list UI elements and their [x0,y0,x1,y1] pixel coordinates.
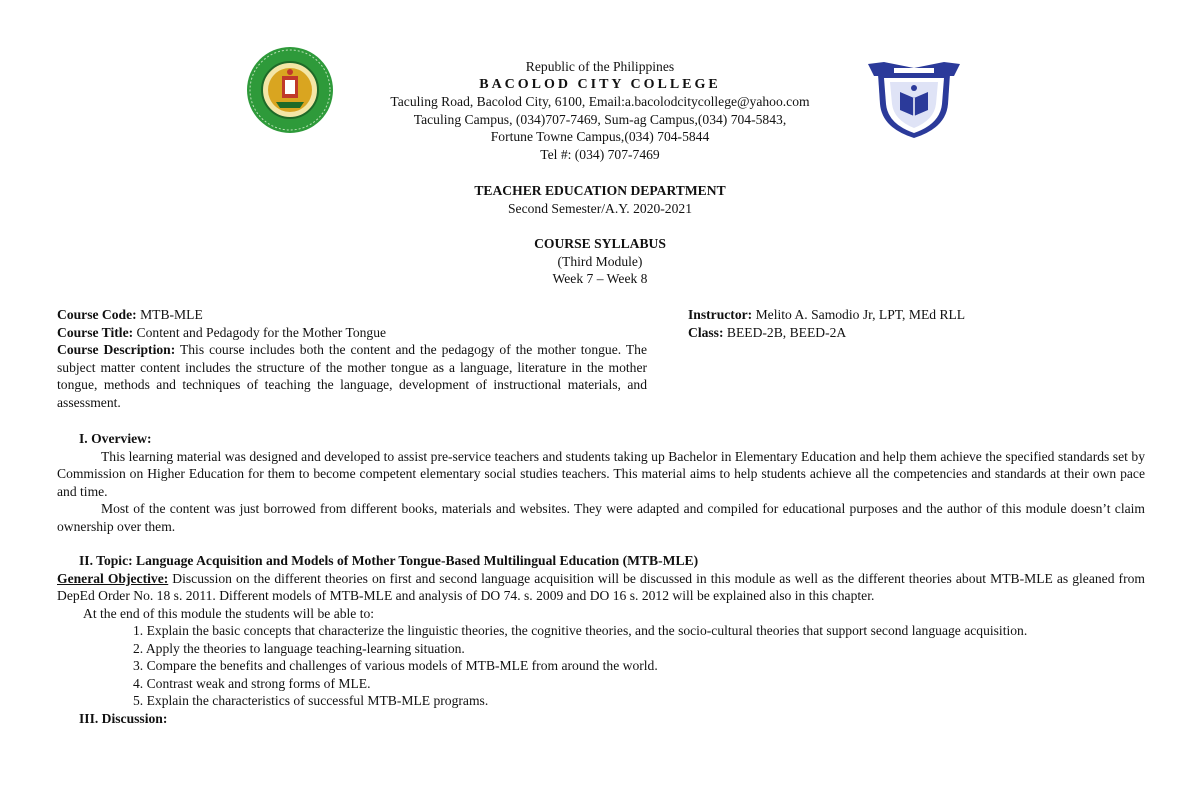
instructor-value: Melito A. Samodio Jr, LPT, MEd RLL [752,307,966,322]
instructor-info [688,306,1148,341]
overview-section [57,430,1145,535]
course-code-value: MTB-MLE [136,307,203,322]
telephone-line: Tel #: (034) 707-7469 [540,146,660,162]
address-line: Taculing Road, Bacolod City, 6100, Email:a.bacolodcitycollege@yahoo.com [390,94,810,109]
syllabus-title: COURSE SYLLABUS [534,236,666,251]
campus-line-1: Taculing Campus, (034)707-7469, Sum-ag Campus,(034) 704-5843, [413,111,787,127]
course-title-label: Course Title: [57,324,134,340]
objectives-intro: At the end of this module the students will be able to: [83,605,375,621]
course-title-row [57,324,647,342]
institution-header [300,58,900,163]
overview-paragraph-2: Most of the content was just borrowed from different books, materials and websites. They were adapted and compiled for educational purposes and the author of this module doesn’t claim ownership over them. [57,501,1145,534]
list-item: 4. Contrast weak and strong forms of MLE. [133,675,371,691]
course-info [57,306,647,411]
list-item: 5. Explain the characteristics of successful MTB-MLE programs. [133,693,489,708]
topic-heading: II. Topic: Language Acquisition and Models of Mother Tongue-Based Multilingual Education (MTB-MLE) [79,553,699,568]
course-description-label: Course Description: [57,342,176,357]
list-item: 2. Apply the theories to language teaching-learning situation. [133,640,465,656]
class-value: BEED-2B, BEED-2A [723,324,847,340]
learning-objectives-list [57,622,1145,710]
course-description-value: This course includes both the content and the pedagogy of the mother tongue. The subject matter content includes the structure of the mother tongue as a language, literature in the mother tongue, methods and techniques of teaching the language, development of instructional materials, and assessment. [57,342,647,410]
list-item: 3. Compare the benefits and challenges of various models of MTB-MLE from around the world. [133,658,658,673]
course-code-label: Course Code: [57,307,137,322]
course-description-row [57,341,647,411]
overview-heading: I. Overview: [79,431,152,446]
instructor-row [688,306,1148,324]
instructor-label: Instructor: [688,307,753,322]
weeks-label: Week 7 – Week 8 [552,271,648,286]
general-objective-text: Discussion on the different theories on first and second language acquisition will be discussed in this module as well as the different theories about MTB-MLE as gleaned from DepEd Order No. 18 s. 2011. Different models of MTB-MLE and analysis of DO 74. s. 2009 and DO 16 s. 2012 will be explained also in this chapter. [57,570,1145,603]
general-objective [57,570,1145,605]
course-title-value: Content and Pedagody for the Mother Tongue [133,324,387,340]
module-label: (Third Module) [557,253,643,269]
campus-line-2: Fortune Towne Campus,(034) 704-5844 [490,129,710,144]
syllabus-title-block [300,235,900,288]
department-block [300,182,900,217]
country-line: Republic of the Philippines [525,59,675,74]
class-row [688,324,1148,342]
discussion-heading: III. Discussion: [79,710,168,726]
list-item: 1. Explain the basic concepts that characterize the linguistic theories, the cognitive theories, and the socio-cultural theories that support second language acquisition. [133,623,1028,638]
overview-paragraph-1: This learning material was designed and developed to assist pre-service teachers and students taking up Bachelor in Elementary Education and help them achieve the specified standards set by Commission on Higher Education for them to become competent elementary social studies teachers. This material aims to help students achieve all the competencies and standards at their own pace and time. [57,448,1145,499]
department-name: TEACHER EDUCATION DEPARTMENT [474,183,726,198]
class-label: Class: [688,324,724,340]
topic-section [57,552,1145,727]
teacher-education-shield-logo [864,58,964,142]
college-name: BACOLOD CITY COLLEGE [479,76,721,92]
general-objective-label: General Objective: [57,570,169,586]
course-code-row [57,306,647,324]
semester-line: Second Semester/A.Y. 2020-2021 [508,200,692,216]
